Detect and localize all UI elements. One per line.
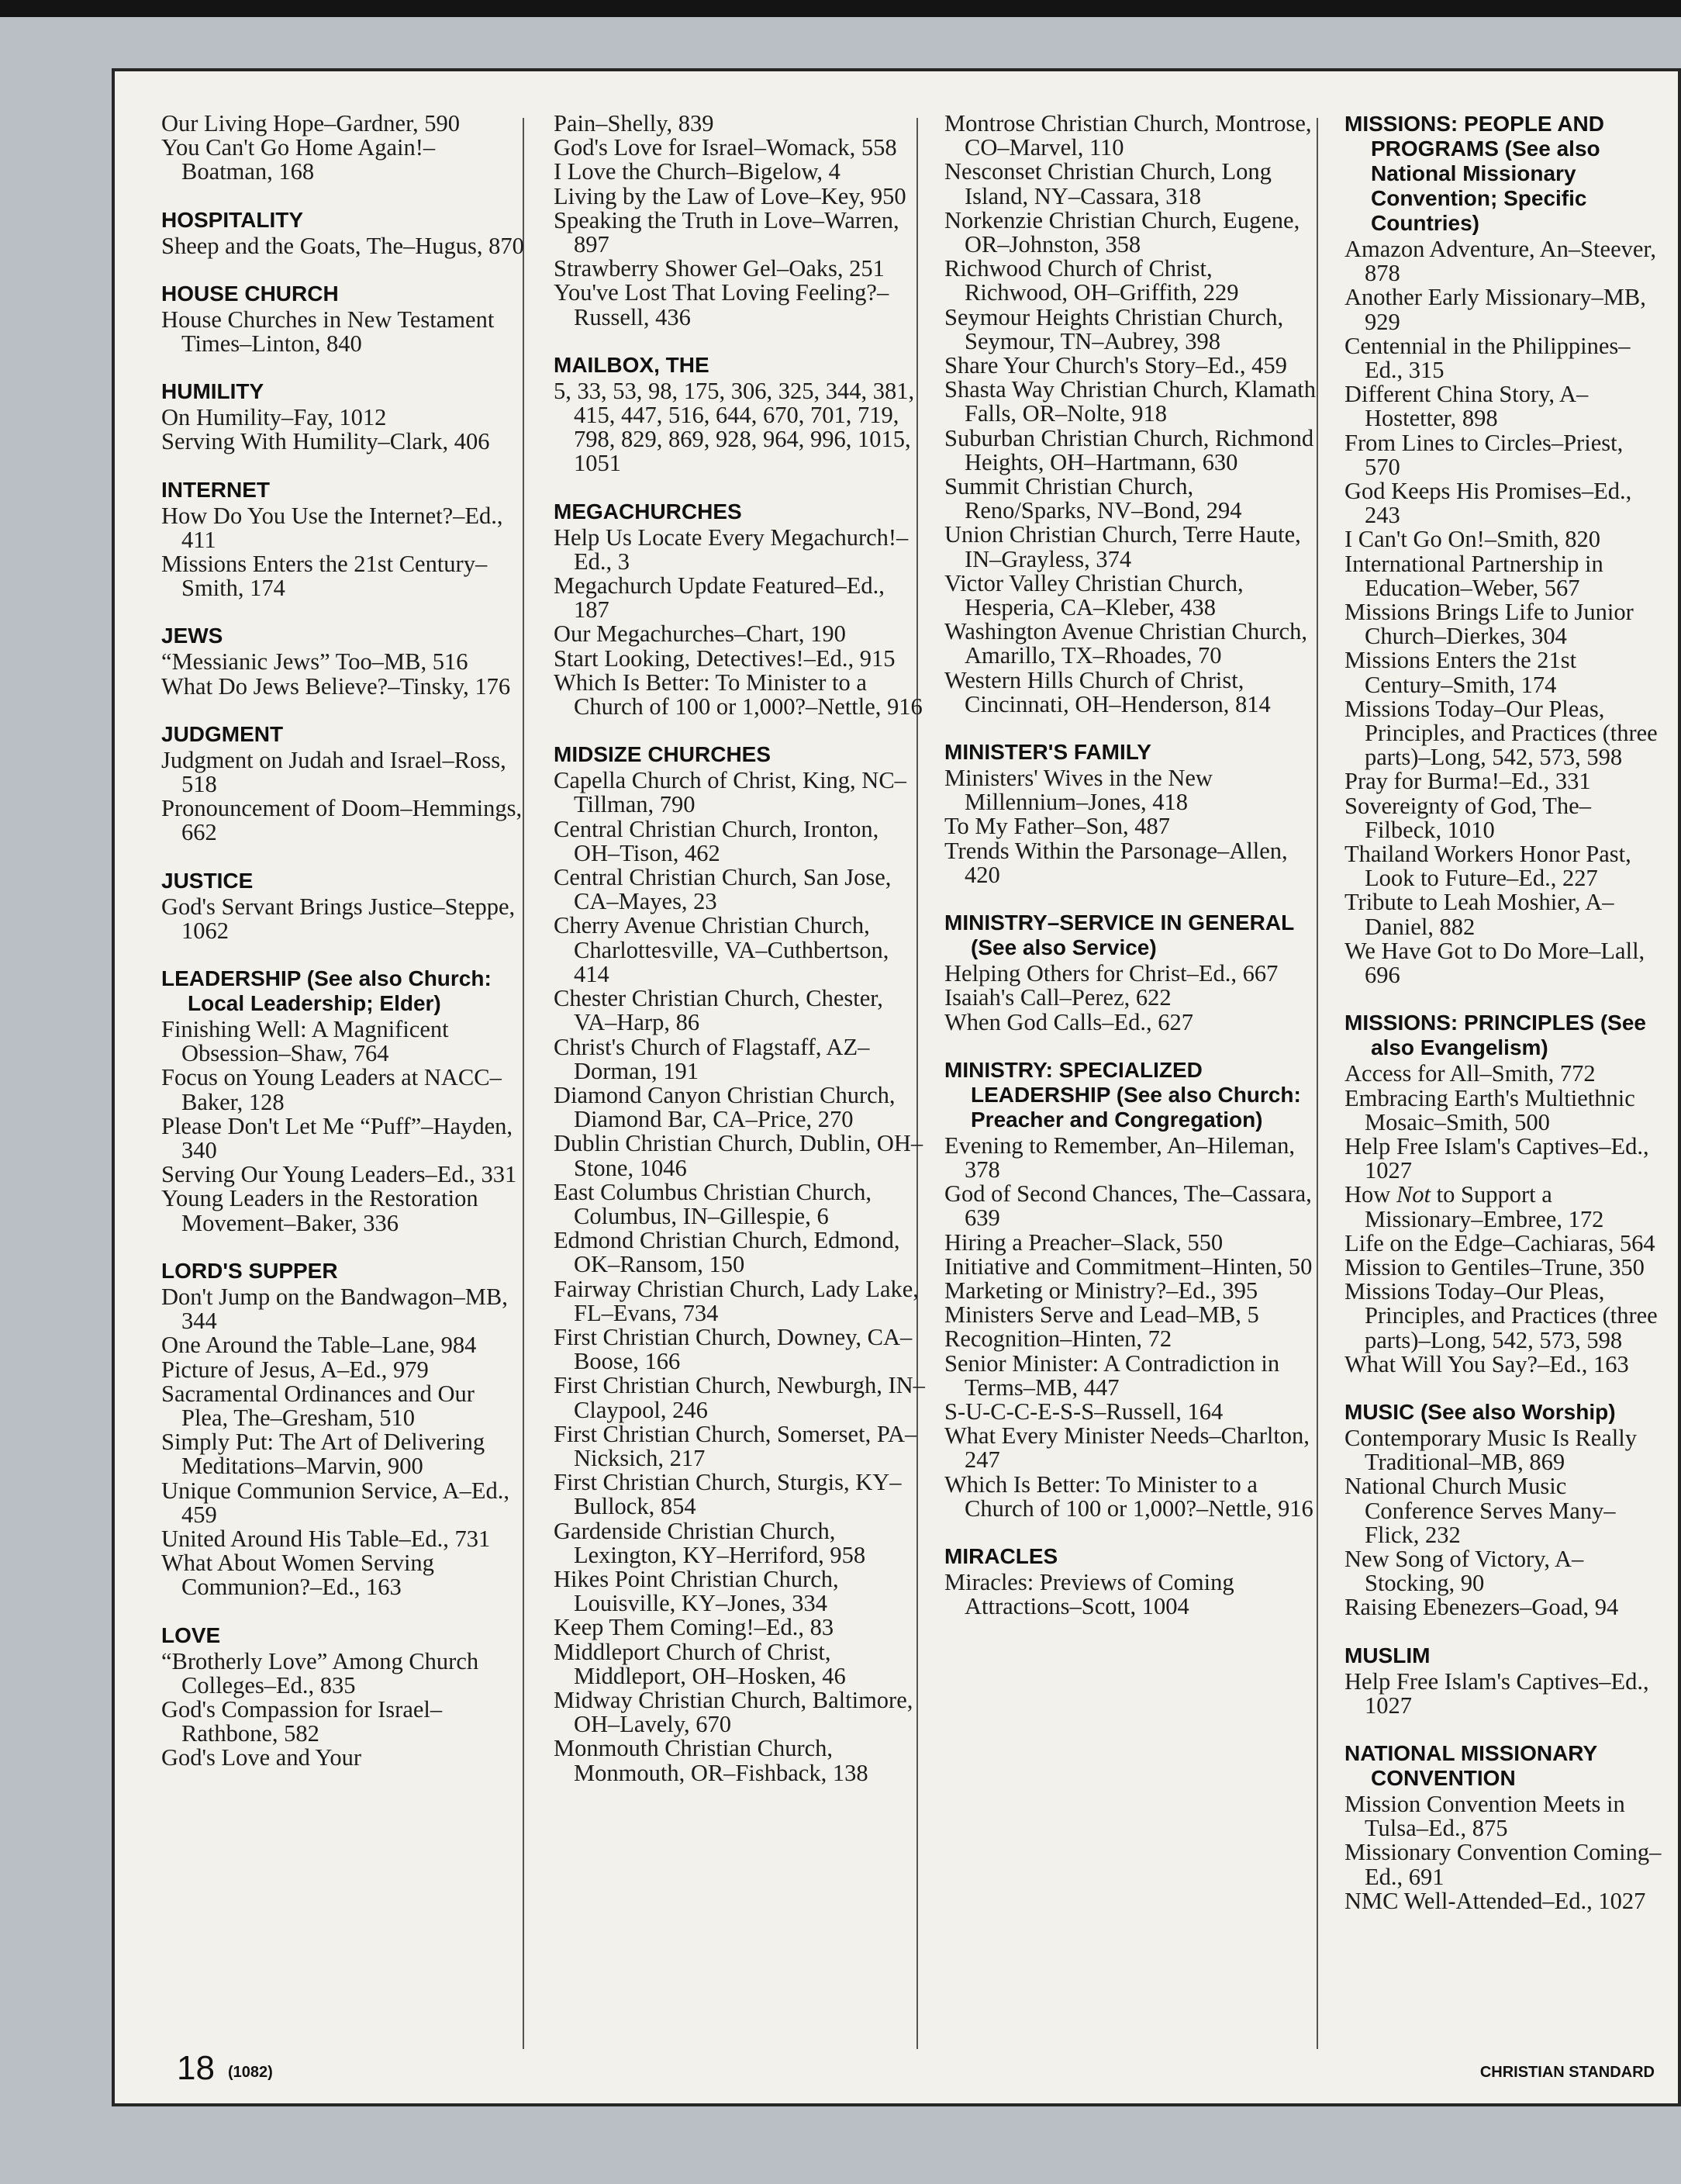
index-entry: Judgment on Judah and Israel–Ross, 518 [161,746,506,798]
index-entry: What Will You Say?–Ed., 163 [1344,1350,1629,1377]
section-heading: MUSLIM [1344,1643,1431,1667]
index-entry: Trends Within the Parsonage–Allen, 420 [944,837,1288,888]
index-entry: Pronouncement of Doom–Hemmings, 662 [161,795,523,846]
section-heading: MISSIONS: PRINCIPLES (See also Evangelism) [1344,1011,1646,1060]
index-entry: Richwood Church of Christ, Richwood, OH–Griffith, 229 [944,255,1239,306]
index-entry: Missions Today–Our Pleas, Principles, and Practices (three parts)–Long, 542, 573, 598 [1344,1278,1658,1353]
index-column-3 [944,112,1317,2058]
index-section [944,911,1317,1035]
index-entry: Access for All–Smith, 772 [1344,1060,1596,1087]
index-entry: From Lines to Circles–Priest, 570 [1344,429,1624,480]
index-entry: Don't Jump on the Bandwagon–MB, 344 [161,1283,508,1335]
index-entry: How Not to Support a Missionary–Embree, 172 [1344,1181,1604,1232]
index-entry: Thailand Workers Honor Past, Look to Future–Ed., 227 [1344,841,1631,892]
index-entry: Missions Today–Our Pleas, Principles, and Practices (three parts)–Long, 542, 573, 598 [1344,695,1658,771]
index-entry: Simply Put: The Art of Delivering Meditations–Marvin, 900 [161,1429,485,1480]
index-entry: Missions Brings Life to Junior Church–Dierkes, 304 [1344,599,1634,650]
index-entry: God's Servant Brings Justice–Steppe, 1062 [161,893,516,944]
index-entry: International Partnership in Education–Weber, 567 [1344,550,1603,601]
index-entry: United Around His Table–Ed., 731 [161,1525,491,1552]
index-entry: Help Us Locate Every Megachurch!–Ed., 3 [554,524,909,575]
index-entry: Our Megachurches–Chart, 190 [554,620,846,648]
section-heading: INTERNET [161,477,270,502]
index-entry: God of Second Chances, The–Cassara, 639 [944,1180,1312,1232]
section-heading: LOVE [161,1622,221,1647]
index-entry: Central Christian Church, Ironton, OH–Tison, 462 [554,815,879,866]
section-heading: MIRACLES [944,1543,1058,1568]
index-entry: Dublin Christian Church, Dublin, OH–Stone, 1046 [554,1130,923,1181]
index-entry: Centennial in the Philippines–Ed., 315 [1344,332,1631,384]
index-section [1344,1643,1664,1718]
index-entry: Keep Them Coming!–Ed., 83 [554,1614,834,1641]
index-entry: Share Your Church's Story–Ed., 459 [944,352,1287,379]
page-number: 18 [177,2049,215,2087]
index-entry: Evening to Remember, An–Hileman, 378 [944,1132,1295,1183]
index-entry: How Do You Use the Internet?–Ed., 411 [161,502,503,553]
column-divider [1317,118,1318,2049]
index-entry: Contemporary Music Is Really Traditional–MB, 869 [1344,1424,1637,1476]
index-entry: Suburban Christian Church, Richmond Heights, OH–Hartmann, 630 [944,424,1314,475]
index-entry: You've Lost That Loving Feeling?–Russell, 436 [554,279,889,330]
index-entry: Diamond Canyon Christian Church, Diamond Bar, CA–Price, 270 [554,1081,896,1133]
index-entry: Fairway Christian Church, Lady Lake, FL–Evans, 734 [554,1275,919,1326]
index-entry: Senior Minister: A Contradiction in Terms–MB, 447 [944,1349,1280,1401]
index-entry: When God Calls–Ed., 627 [944,1008,1194,1035]
index-entry: Middleport Church of Christ, Middleport, OH–Hosken, 46 [554,1638,846,1689]
index-entry: Help Free Islam's Captives–Ed., 1027 [1344,1132,1649,1184]
index-section [1344,112,1664,987]
index-entry: Shasta Way Christian Church, Klamath Falls, OR–Nolte, 918 [944,376,1316,427]
index-entry: Isaiah's Call–Perez, 622 [944,984,1172,1011]
index-entry: One Around the Table–Lane, 984 [161,1332,477,1359]
index-entry: Our Living Hope–Gardner, 590 [161,112,461,136]
index-section [554,742,926,1785]
background-edge [0,0,1681,17]
index-entry: Sacramental Ordinances and Our Plea, The–Gresham, 510 [161,1380,475,1431]
index-page [112,68,1681,2106]
index-section [161,722,526,845]
index-entry: Norkenzie Christian Church, Eugene, OR–Johnston, 358 [944,206,1300,258]
index-entry: Missionary Convention Coming–Ed., 691 [1344,1839,1662,1890]
index-entry: “Brotherly Love” Among Church Colleges–Ed., 835 [161,1647,479,1698]
index-entry: NMC Well-Attended–Ed., 1027 [1344,1887,1646,1914]
index-column-1 [161,112,526,2058]
index-entry: National Church Music Conference Serves Many–Flick, 232 [1344,1473,1616,1548]
index-entry: First Christian Church, Newburgh, IN–Claypool, 246 [554,1372,925,1423]
index-entry: Summit Christian Church, Reno/Sparks, NV–Bond, 294 [944,473,1242,524]
index-section [554,499,926,720]
index-entry: East Columbus Christian Church, Columbus, IN–Gillespie, 6 [554,1178,872,1229]
index-entry: Missions Enters the 21st Century–Smith, 174 [161,551,488,602]
index-entry: Finishing Well: A Magnificent Obsession–Shaw, 764 [161,1016,449,1067]
index-entry: Ministers Serve and Lead–MB, 5 [944,1301,1259,1329]
index-entry: Another Early Missionary–MB, 929 [1344,284,1646,335]
index-entry: Speaking the Truth in Love–Warren, 897 [554,206,899,258]
index-section [161,966,526,1235]
index-entry: Seymour Heights Christian Church, Seymour, TN–Aubrey, 398 [944,303,1284,354]
index-section [944,1544,1317,1619]
index-section [161,112,526,185]
section-heading: LORD'S SUPPER [161,1258,338,1283]
index-section [944,112,1317,717]
index-section [1344,1741,1664,1913]
section-heading: JUSTICE [161,868,254,893]
index-entry: Sovereignty of God, The–Filbeck, 1010 [1344,792,1591,843]
index-section [161,379,526,454]
index-entry: Miracles: Previews of Coming Attractions–Scott, 1004 [944,1568,1234,1620]
page-total: (1082) [228,2064,273,2081]
index-entry: Embracing Earth's Multiethnic Mosaic–Smith, 500 [1344,1084,1635,1135]
index-section [944,1058,1317,1521]
section-heading: MIDSIZE CHURCHES [554,742,771,767]
index-section [161,478,526,601]
index-entry: Serving With Humility–Clark, 406 [161,428,490,455]
index-entry: Unique Communion Service, A–Ed., 459 [161,1477,509,1528]
index-entry: Marketing or Ministry?–Ed., 395 [944,1277,1258,1304]
index-entry: Gardenside Christian Church, Lexington, KY–Herriford, 958 [554,1517,866,1568]
index-entry: Raising Ebenezers–Goad, 94 [1344,1594,1619,1621]
section-heading: JUDGMENT [161,721,284,746]
index-entry: Mission to Gentiles–Trune, 350 [1344,1253,1645,1280]
index-section [1344,1011,1664,1377]
index-section [554,353,926,476]
index-entry: “Messianic Jews” Too–MB, 516 [161,648,468,676]
index-entry: Start Looking, Detectives!–Ed., 915 [554,644,896,672]
index-entry: We Have Got to Do More–Lall, 696 [1344,937,1645,989]
index-entry: God Keeps His Promises–Ed., 243 [1344,478,1632,529]
index-entry: To My Father–Son, 487 [944,813,1171,840]
section-heading: MISSIONS: PEOPLE AND PROGRAMS (See also National Missionary Convention; Specific Countries) [1344,112,1605,235]
index-entry: Monmouth Christian Church, Monmouth, OR–Fishback, 138 [554,1735,868,1786]
index-section [161,208,526,258]
section-heading: NATIONAL MISSIONARY CONVENTION [1344,1740,1597,1790]
index-column-2 [554,112,926,2058]
index-entry: Central Christian Church, San Jose, CA–Mayes, 23 [554,864,892,915]
index-entry: Chester Christian Church, Chester, VA–Harp, 86 [554,985,883,1036]
index-entry: Union Christian Church, Terre Haute, IN–Grayless, 374 [944,521,1301,572]
index-entry: Missions Enters the 21st Century–Smith, 174 [1344,647,1577,698]
index-entry: Victor Valley Christian Church, Hesperia, CA–Kleber, 438 [944,569,1244,621]
index-entry: 5, 33, 53, 98, 175, 306, 325, 344, 381, 415, 447, 516, 644, 670, 701, 719, 798, 829, 869, 928, 964, 996, 1015, 1051 [554,377,915,477]
index-entry: First Christian Church, Somerset, PA–Nicksich, 217 [554,1420,917,1471]
index-entry: God's Compassion for Israel–Rathbone, 582 [161,1695,443,1747]
index-entry: Recognition–Hinten, 72 [944,1325,1172,1353]
index-entry: Hiring a Preacher–Slack, 550 [944,1228,1224,1256]
index-entry: Life on the Edge–Cachiaras, 564 [1344,1229,1655,1256]
index-entry: First Christian Church, Sturgis, KY–Bullock, 854 [554,1469,902,1520]
section-heading: MINISTRY: SPECIALIZED LEADERSHIP (See also Church: Preacher and Congregation) [944,1057,1301,1132]
section-heading: HOSPITALITY [161,207,304,232]
index-section [161,624,526,698]
section-heading: HUMILITY [161,379,264,404]
index-section [161,282,526,356]
index-entry: Ministers' Wives in the New Millennium–Jones, 418 [944,765,1213,816]
section-heading: MAILBOX, THE [554,352,709,377]
index-entry: Pray for Burma!–Ed., 331 [1344,768,1591,795]
index-entry: I Love the Church–Bigelow, 4 [554,158,840,185]
index-entry: What About Women Serving Communion?–Ed., 163 [161,1550,434,1601]
index-entry: Hikes Point Christian Church, Louisville, KY–Jones, 334 [554,1565,839,1617]
index-entry: Picture of Jesus, A–Ed., 979 [161,1356,429,1383]
index-entry: Strawberry Shower Gel–Oaks, 251 [554,255,885,282]
index-entry: Different China Story, A–Hostetter, 898 [1344,381,1589,432]
index-entry: Megachurch Update Featured–Ed., 187 [554,572,885,624]
index-entry: What Do Jews Believe?–Tinsky, 176 [161,672,511,700]
index-entry: Nesconset Christian Church, Long Island, NY–Cassara, 318 [944,158,1272,209]
index-entry: Pain–Shelly, 839 [554,112,714,136]
index-entry: S-U-C-C-E-S-S–Russell, 164 [944,1398,1224,1425]
index-entry: First Christian Church, Downey, CA–Boose, 166 [554,1323,913,1375]
index-section [1344,1400,1664,1620]
index-section [554,112,926,330]
index-column-4 [1344,112,1664,2058]
index-entry: Focus on Young Leaders at NACC–Baker, 128 [161,1064,502,1115]
italic-word: Not [1396,1181,1431,1208]
index-entry: Montrose Christian Church, Montrose, CO–Marvel, 110 [944,112,1312,161]
magazine-name: CHRISTIAN STANDARD [1479,2064,1655,2081]
index-entry: Western Hills Church of Christ, Cincinnati, OH–Henderson, 814 [944,666,1271,717]
index-entry: Young Leaders in the Restoration Movement–Baker, 336 [161,1185,478,1236]
section-heading: MEGACHURCHES [554,499,742,524]
index-entry: New Song of Victory, A–Stocking, 90 [1344,1545,1584,1597]
index-entry: God's Love and Your [161,1744,361,1771]
index-entry: You Can't Go Home Again!–Boatman, 168 [161,134,436,185]
index-entry: God's Love for Israel–Womack, 558 [554,134,897,161]
index-entry: Washington Avenue Christian Church, Amarillo, TX–Rhoades, 70 [944,618,1307,669]
index-entry: Edmond Christian Church, Edmond, OK–Ransom, 150 [554,1227,900,1278]
index-entry: Please Don't Let Me “Puff”–Hayden, 340 [161,1112,513,1164]
index-entry: Serving Our Young Leaders–Ed., 331 [161,1161,517,1188]
section-heading: MUSIC (See also Worship) [1344,1399,1616,1424]
index-entry: Midway Christian Church, Baltimore, OH–Lavely, 670 [554,1686,913,1738]
index-section [161,1259,526,1600]
index-entry: Amazon Adventure, An–Steever, 878 [1344,236,1656,287]
index-entry: Mission Convention Meets in Tulsa–Ed., 875 [1344,1790,1625,1842]
index-entry: What Every Minister Needs–Charlton, 247 [944,1422,1310,1474]
index-entry: Cherry Avenue Christian Church, Charlottesville, VA–Cuthbertson, 414 [554,912,889,987]
index-entry: Which Is Better: To Minister to a Church of 100 or 1,000?–Nettle, 916 [554,669,923,721]
index-entry: On Humility–Fay, 1012 [161,404,387,431]
index-section [944,740,1317,887]
section-heading: MINISTER'S FAMILY [944,740,1151,765]
index-entry: I Can't Go On!–Smith, 820 [1344,526,1600,553]
section-heading: LEADERSHIP (See also Church: Local Leadership; Elder) [161,966,492,1016]
index-entry: Help Free Islam's Captives–Ed., 1027 [1344,1667,1649,1719]
section-heading: MINISTRY–SERVICE IN GENERAL (See also Service) [944,911,1294,960]
index-entry: Initiative and Commitment–Hinten, 50 [944,1253,1313,1280]
index-entry: Sheep and the Goats, The–Hugus, 870 [161,232,524,259]
section-heading: JEWS [161,624,223,648]
section-heading: HOUSE CHURCH [161,281,339,306]
index-entry: Christ's Church of Flagstaff, AZ–Dorman, 191 [554,1033,870,1084]
index-section [161,869,526,943]
index-section [161,1623,526,1771]
index-entry: Helping Others for Christ–Ed., 667 [944,960,1279,987]
index-entry: Living by the Law of Love–Key, 950 [554,182,906,209]
index-entry: Which Is Better: To Minister to a Church of 100 or 1,000?–Nettle, 916 [944,1470,1313,1522]
index-entry: Tribute to Leah Moshier, A–Daniel, 882 [1344,889,1614,940]
index-entry: House Churches in New Testament Times–Linton, 840 [161,306,495,358]
index-entry: Capella Church of Christ, King, NC–Tillman, 790 [554,767,906,818]
